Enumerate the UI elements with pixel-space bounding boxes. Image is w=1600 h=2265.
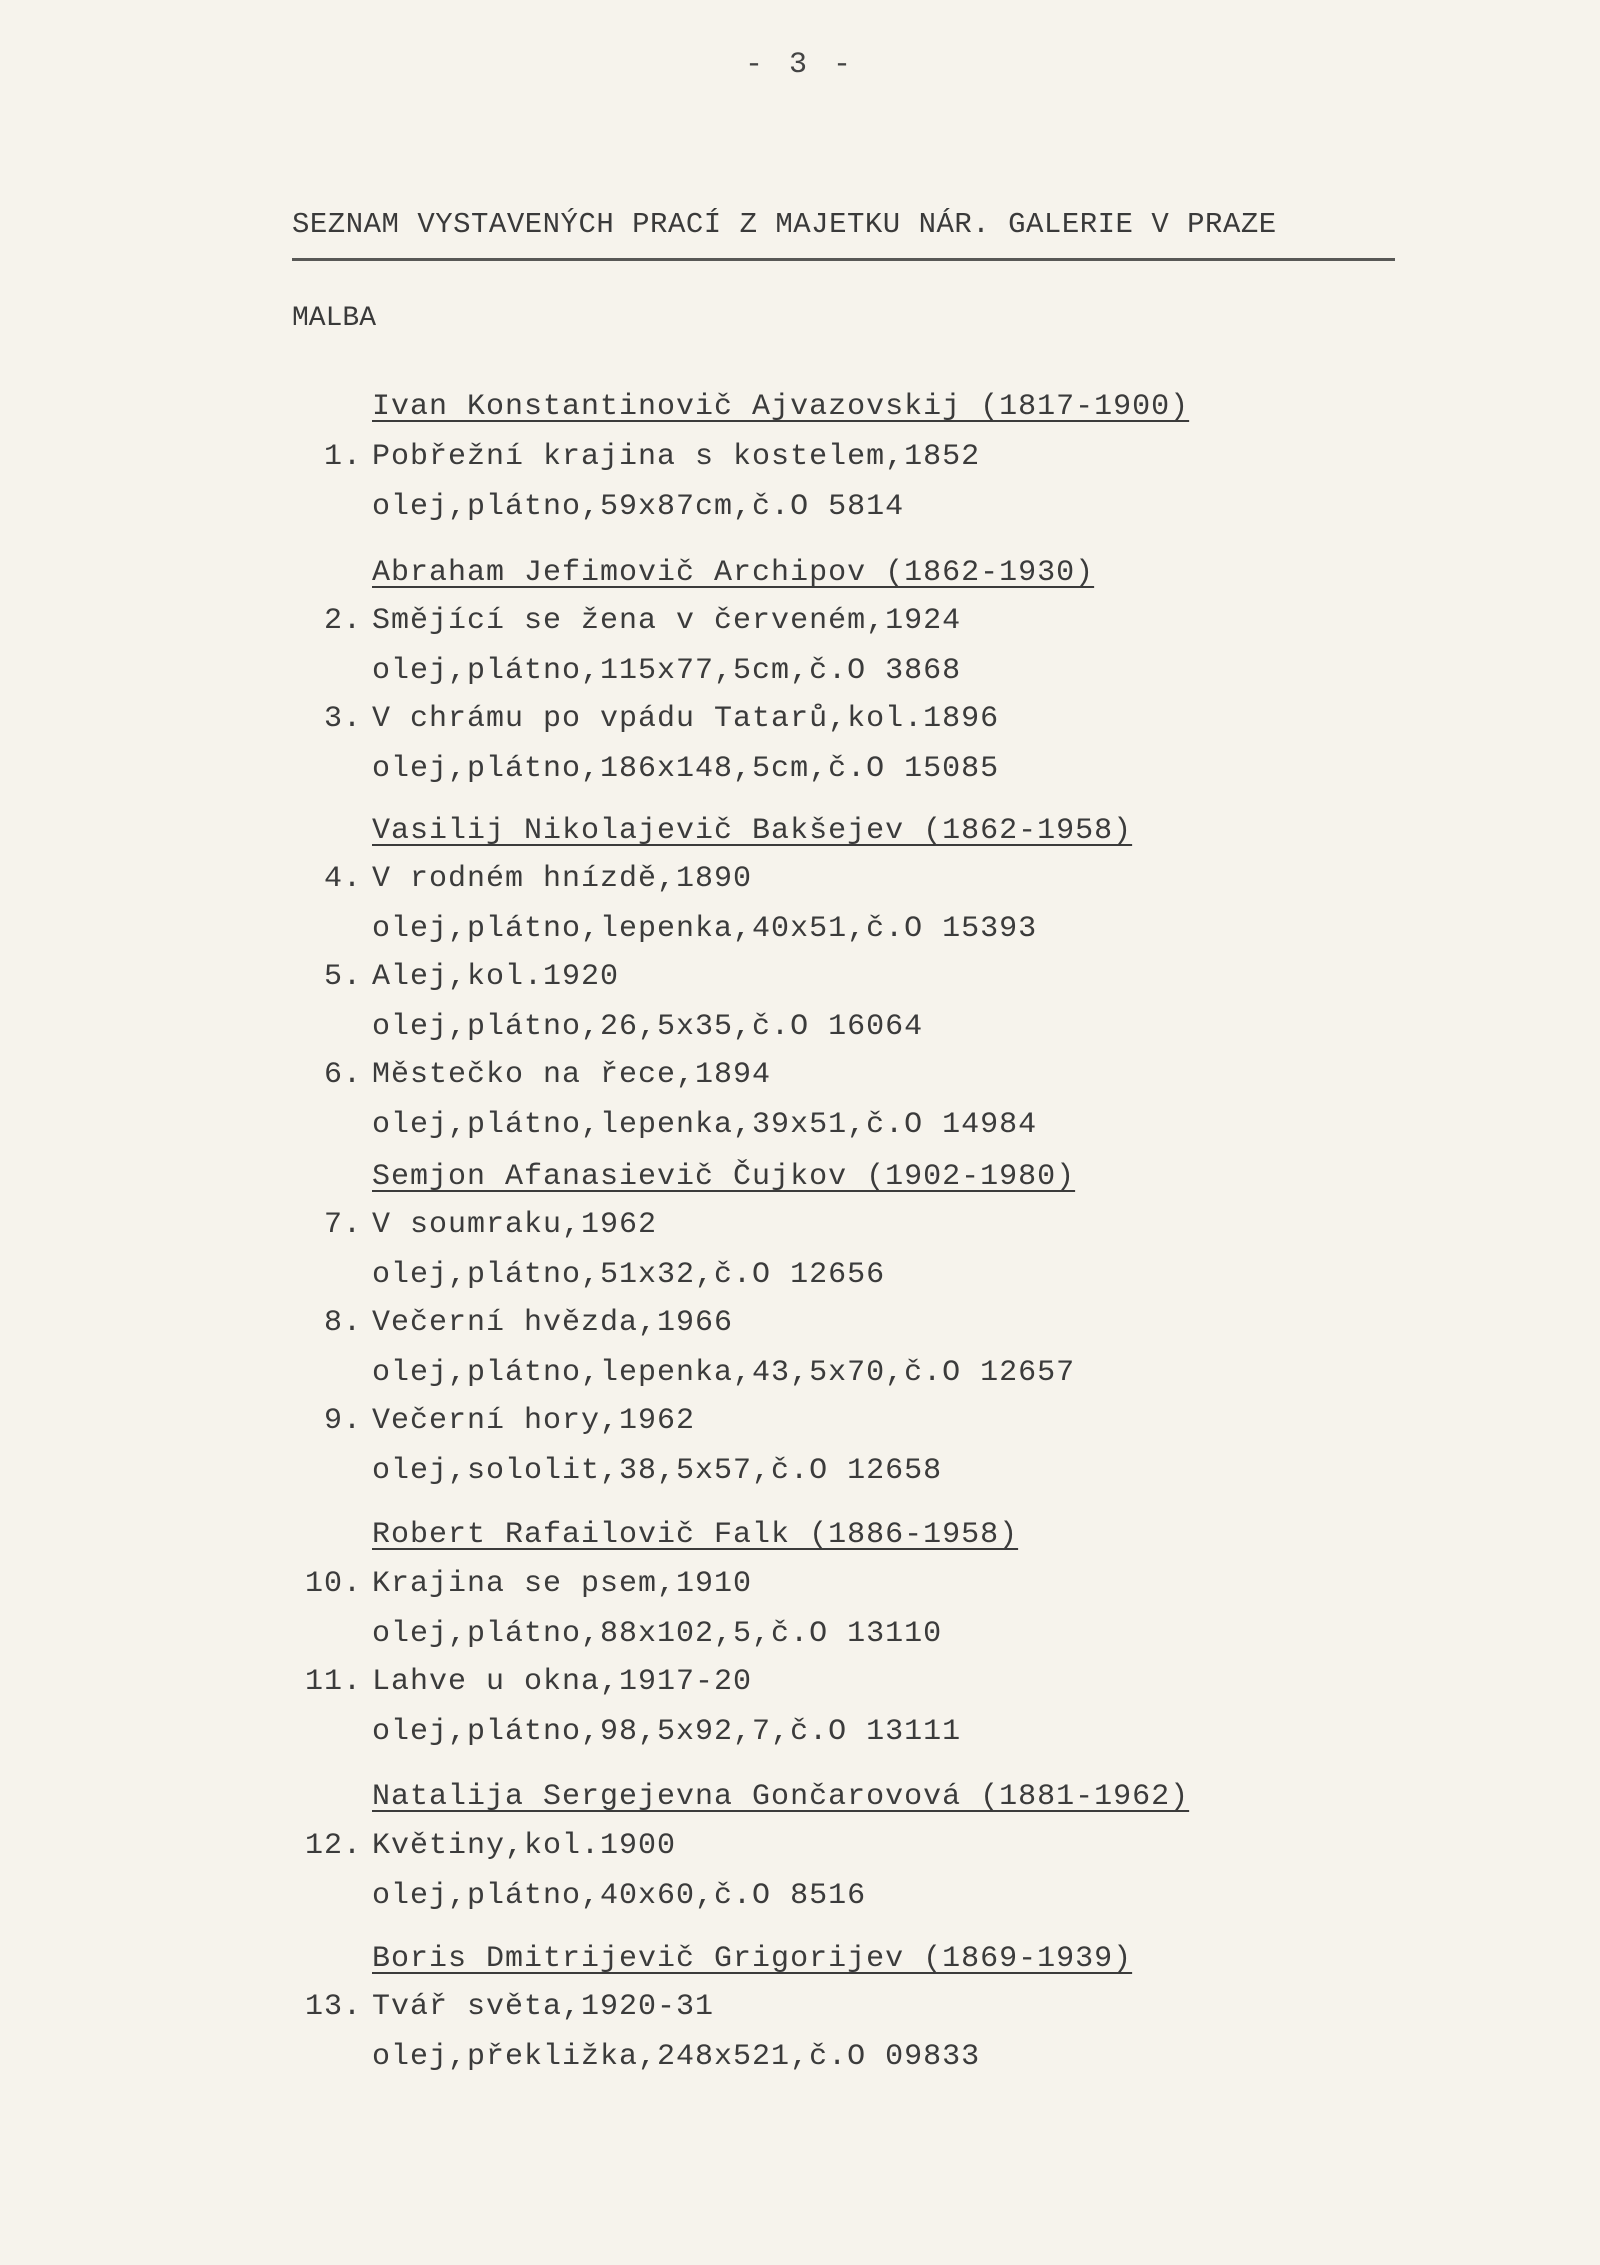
work-title: Krajina se psem,1910 <box>372 1567 753 1601</box>
work-number: 9. <box>323 1404 362 1438</box>
work-number: 10. <box>304 1567 362 1601</box>
work-details: olej,plátno,40x60,č.O 8516 <box>372 1879 867 1913</box>
work-number: 12. <box>304 1829 362 1863</box>
work-number: 13. <box>304 1990 362 2024</box>
work-details: olej,plátno,59x87cm,č.O 5814 <box>372 490 905 524</box>
work-details: olej,plátno,98,5x92,7,č.O 13111 <box>372 1715 962 1749</box>
work-details: olej,plátno,88x102,5,č.O 13110 <box>372 1617 943 1651</box>
artist-heading: Semjon Afanasievič Čujkov (1902-1980) <box>372 1160 1076 1194</box>
work-title: Městečko na řece,1894 <box>372 1058 772 1092</box>
work-details: olej,plátno,lepenka,40x51,č.O 15393 <box>372 912 1038 946</box>
page-number: - 3 - <box>744 48 855 82</box>
work-title: V soumraku,1962 <box>372 1208 658 1242</box>
work-title: Lahve u okna,1917-20 <box>372 1665 753 1699</box>
work-number: 1. <box>323 440 362 474</box>
artist-heading: Robert Rafailovič Falk (1886-1958) <box>372 1518 1019 1552</box>
work-title: Smějící se žena v červeném,1924 <box>372 604 962 638</box>
work-title: Tvář světa,1920-31 <box>372 1990 715 2024</box>
work-details: olej,plátno,26,5x35,č.O 16064 <box>372 1010 924 1044</box>
work-title: Večerní hory,1962 <box>372 1404 696 1438</box>
work-title: Pobřežní krajina s kostelem,1852 <box>372 440 981 474</box>
work-number: 3. <box>323 702 362 736</box>
work-title: V rodném hnízdě,1890 <box>372 862 753 896</box>
work-details: olej,sololit,38,5x57,č.O 12658 <box>372 1454 943 1488</box>
work-details: olej,plátno,lepenka,43,5x70,č.O 12657 <box>372 1356 1076 1390</box>
artist-heading: Ivan Konstantinovič Ajvazovskij (1817-1900) <box>372 390 1190 424</box>
work-details: olej,plátno,51x32,č.O 12656 <box>372 1258 886 1292</box>
work-title: Květiny,kol.1900 <box>372 1829 677 1863</box>
work-number: 8. <box>323 1306 362 1340</box>
work-title: Večerní hvězda,1966 <box>372 1306 734 1340</box>
artist-heading: Abraham Jefimovič Archipov (1862-1930) <box>372 556 1095 590</box>
work-number: 4. <box>323 862 362 896</box>
title-underline <box>292 258 1395 261</box>
work-number: 2. <box>323 604 362 638</box>
artist-heading: Natalija Sergejevna Gončarovová (1881-1962) <box>372 1780 1190 1814</box>
work-number: 7. <box>323 1208 362 1242</box>
work-details: olej,překližka,248x521,č.O 09833 <box>372 2040 981 2074</box>
work-details: olej,plátno,115x77,5cm,č.O 3868 <box>372 654 962 688</box>
work-title: Alej,kol.1920 <box>372 960 620 994</box>
artist-heading: Boris Dmitrijevič Grigorijev (1869-1939) <box>372 1942 1133 1976</box>
work-details: olej,plátno,lepenka,39x51,č.O 14984 <box>372 1108 1038 1142</box>
artist-heading: Vasilij Nikolajevič Bakšejev (1862-1958) <box>372 814 1133 848</box>
work-details: olej,plátno,186x148,5cm,č.O 15085 <box>372 752 1000 786</box>
work-title: V chrámu po vpádu Tatarů,kol.1896 <box>372 702 1000 736</box>
work-number: 6. <box>323 1058 362 1092</box>
work-number: 11. <box>304 1665 362 1699</box>
section-heading: MALBA <box>292 303 377 334</box>
work-number: 5. <box>323 960 362 994</box>
page-title: SEZNAM VYSTAVENÝCH PRACÍ Z MAJETKU NÁR. GALERIE V PRAZE <box>292 208 1277 241</box>
